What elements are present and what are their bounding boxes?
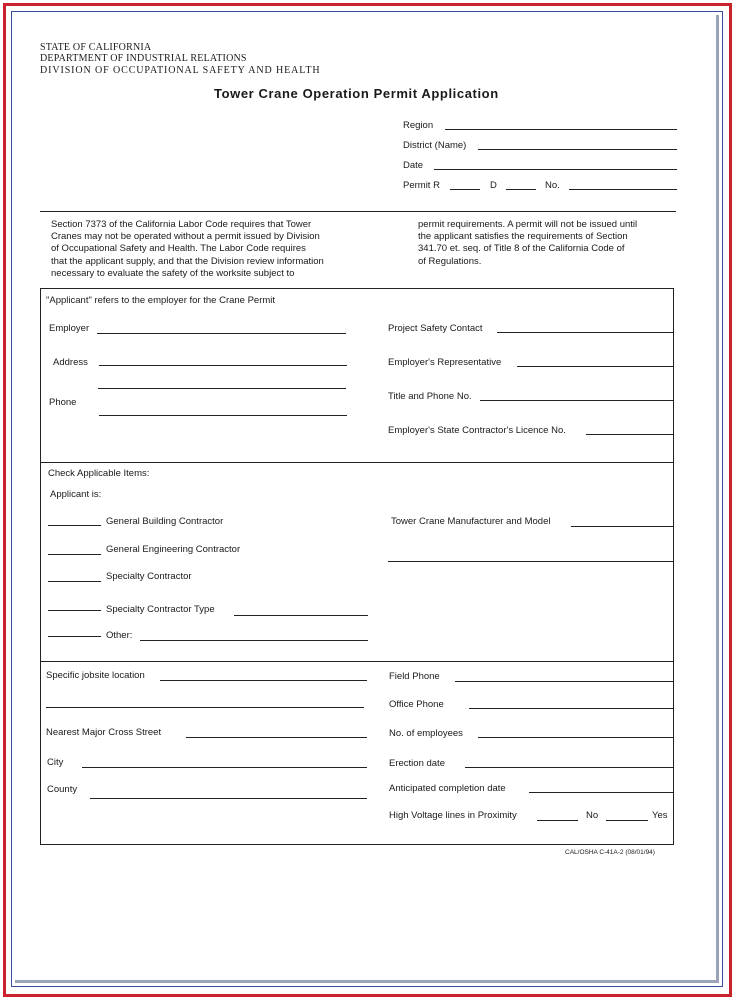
employees-field[interactable] [478, 737, 673, 738]
other-field[interactable] [140, 640, 368, 641]
project-safety-contact-label: Project Safety Contact [388, 323, 483, 334]
city-field[interactable] [82, 767, 367, 768]
form-number: CAL/OSHA C-41A-2 (08/01/94) [565, 849, 655, 856]
high-voltage-yes-field[interactable] [606, 820, 648, 821]
crane-manufacturer-label: Tower Crane Manufacturer and Model [391, 516, 551, 527]
date-label: Date [403, 160, 424, 171]
region-label: Region [403, 120, 434, 131]
form-box-left [40, 288, 41, 844]
permit-no-label: No. [545, 180, 560, 191]
employers-representative-label: Employer's Representative [388, 357, 502, 368]
other-checkbox[interactable] [48, 636, 101, 637]
crane-manufacturer-field[interactable] [571, 526, 673, 527]
general-engineering-checkbox[interactable] [48, 554, 101, 555]
cross-street-label: Nearest Major Cross Street [46, 727, 162, 738]
employer-label: Employer [49, 323, 90, 334]
employees-label: No. of employees [389, 728, 463, 739]
county-field[interactable] [90, 798, 367, 799]
title-phone-field[interactable] [480, 400, 673, 401]
applicant-note: "Applicant" refers to the employer for the Crane Permit [46, 295, 276, 306]
permit-no-field[interactable] [569, 189, 677, 190]
form-box-right [673, 288, 674, 844]
office-phone-field[interactable] [469, 708, 673, 709]
permit-d-label: D [490, 180, 497, 191]
intro-left-text: Section 7373 of the California Labor Code requires that Tower Cranes may not be operated without a permit issued by Division of Occupational Safety and Health. The Labor Code requires that the applicant supply, and that the Division review information necessary to evaluate the safety of the worksite subject to [51, 219, 324, 279]
check-heading: Check Applicable Items: [48, 468, 150, 479]
field-phone-label: Field Phone [389, 671, 440, 682]
address-label: Address [53, 357, 88, 368]
crane-manufacturer-field-2[interactable] [388, 561, 673, 562]
specialty-checkbox[interactable] [48, 581, 101, 582]
district-label: District (Name) [403, 140, 467, 151]
jobsite-location-label: Specific jobsite location [46, 670, 145, 681]
erection-date-label: Erection date [389, 758, 445, 769]
permit-r-label: Permit R [403, 180, 440, 191]
permit-d-field[interactable] [506, 189, 536, 190]
completion-date-label: Anticipated completion date [389, 783, 506, 794]
jobsite-location-field[interactable] [160, 680, 367, 681]
phone-field[interactable] [99, 415, 347, 416]
high-voltage-yes-label: Yes [652, 810, 668, 821]
specialty-type-checkbox[interactable] [48, 610, 101, 611]
address-field-2[interactable] [98, 388, 346, 389]
page-shadow [15, 15, 719, 983]
section-divider-2 [40, 661, 674, 662]
other-label: Other: [106, 630, 133, 641]
city-label: City [47, 757, 64, 768]
high-voltage-no-label: No [586, 810, 599, 821]
title-phone-label: Title and Phone No. [388, 391, 472, 402]
employer-field[interactable] [97, 333, 346, 334]
general-building-label: General Building Contractor [106, 516, 224, 527]
license-label: Employer's State Contractor's Licence No. [388, 425, 566, 436]
form-box-bottom [40, 844, 674, 845]
date-field[interactable] [434, 169, 677, 170]
general-engineering-label: General Engineering Contractor [106, 544, 241, 555]
district-field[interactable] [478, 149, 677, 150]
region-field[interactable] [445, 129, 677, 130]
jobsite-location-field-2[interactable] [46, 707, 364, 708]
applicant-is-label: Applicant is: [50, 489, 102, 500]
cross-street-field[interactable] [186, 737, 367, 738]
office-phone-label: Office Phone [389, 699, 444, 710]
form-box-top [40, 288, 674, 289]
specialty-label: Specialty Contractor [106, 571, 192, 582]
phone-label: Phone [49, 397, 77, 408]
intro-rule [40, 211, 676, 212]
high-voltage-no-field[interactable] [537, 820, 578, 821]
header-state: STATE OF CALIFORNIA [40, 42, 152, 53]
project-safety-contact-field[interactable] [497, 332, 673, 333]
intro-right-text: permit requirements. A permit will not be issued until the applicant satisfies the requirements of Section 341.70 et. seq. of Title 8 of the California Code of of Regulations. [418, 219, 638, 267]
erection-date-field[interactable] [465, 767, 673, 768]
specialty-type-label: Specialty Contractor Type [106, 604, 215, 615]
address-field-1[interactable] [99, 365, 347, 366]
general-building-checkbox[interactable] [48, 525, 101, 526]
header-department: DEPARTMENT OF INDUSTRIAL RELATIONS [40, 53, 247, 64]
field-phone-field[interactable] [455, 681, 673, 682]
page-title: Tower Crane Operation Permit Application [214, 86, 499, 101]
completion-date-field[interactable] [529, 792, 673, 793]
license-field[interactable] [586, 434, 673, 435]
header-division: DIVISION OF OCCUPATIONAL SAFETY AND HEALTH [40, 65, 321, 76]
specialty-type-field[interactable] [234, 615, 368, 616]
section-divider-1 [40, 462, 674, 463]
high-voltage-label: High Voltage lines in Proximity [389, 810, 517, 821]
employers-representative-field[interactable] [517, 366, 673, 367]
county-label: County [47, 784, 78, 795]
permit-r-field[interactable] [450, 189, 480, 190]
